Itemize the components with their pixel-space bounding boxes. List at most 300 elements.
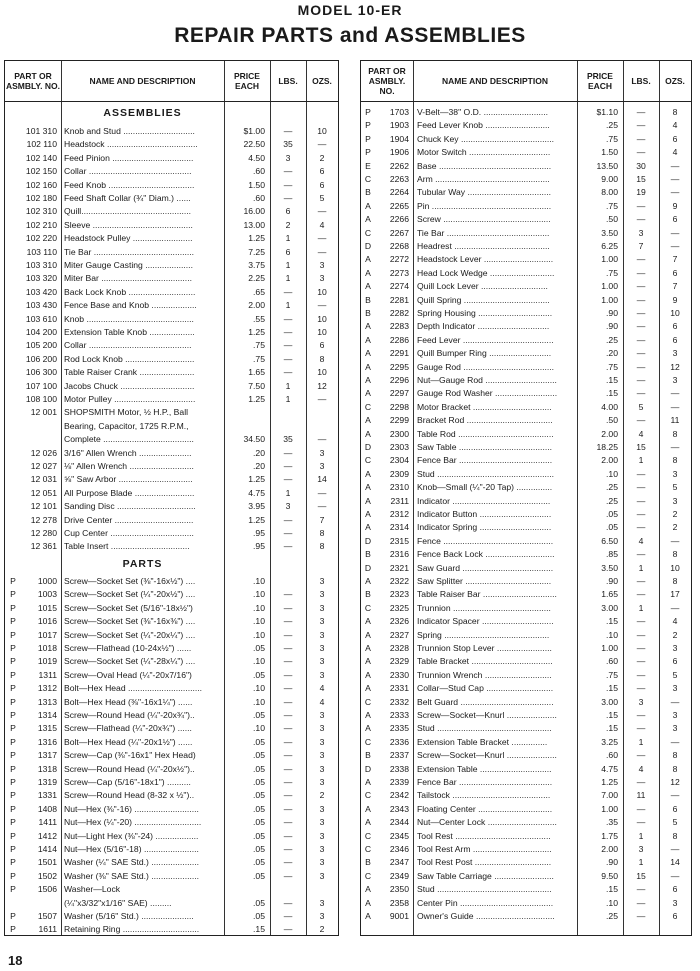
table-row [5,883,338,896]
part-ozs: 8 [672,549,678,560]
part-ozs: 6 [672,656,678,667]
part-number: 2312 [389,509,409,519]
part-number: 1312 [37,683,57,694]
table-row [5,722,338,735]
part-number: 1319 [37,777,57,787]
part-price: .05 [253,817,265,828]
part-number: 12 027 [30,461,57,471]
part-ozs: 2 [672,629,678,640]
part-price: 2.00 [601,428,618,439]
part-number: 2325 [389,602,409,613]
part-ozs: 12 [670,777,680,787]
part-price: 1.50 [248,179,265,190]
part-ozs: 3 [672,683,678,694]
part-name: Miter Gauge Casting .................... [64,260,193,270]
part-price: .10 [253,629,265,640]
part-name: Headrest ........................................ [417,241,550,251]
part-ozs: 10 [317,367,327,378]
part-price: .10 [253,589,265,600]
part-lbs: 4 [638,763,644,774]
part-prefix: B [365,549,371,560]
part-lbs: — [283,870,293,881]
table-row [5,500,338,513]
part-lbs: — [636,777,646,787]
part-lbs: 1 [638,857,644,868]
table-row [361,495,691,508]
part-number: 12 280 [30,528,57,538]
col-ozs-header: OZS. [665,76,685,86]
part-prefix: A [365,509,371,519]
part-ozs: 4 [319,696,325,707]
part-number: 2358 [389,897,409,908]
part-price: .10 [606,468,618,479]
part-name: Feed Shaft Collar (¾" Diam.) ...... [64,193,191,203]
col-part-header: PART OR ASMBLY. NO. [368,66,406,96]
part-prefix: A [365,321,371,332]
part-name: Tubular Way ................................... [417,187,552,198]
part-ozs: 8 [672,830,678,841]
part-lbs: 19 [636,187,646,198]
part-prefix: D [364,241,372,251]
part-lbs: 3 [638,844,644,854]
part-number: 2326 [389,616,409,627]
part-prefix: A [365,656,371,667]
table-row [5,366,338,379]
part-lbs: — [283,643,293,653]
part-name: Jacobs Chuck ............................... [64,380,195,391]
part-ozs: — [317,139,327,150]
part-ozs: 8 [672,428,678,439]
table-row [361,696,691,709]
part-ozs: 3 [319,750,325,761]
part-lbs: — [283,844,293,854]
part-number: 102 150 [25,166,57,177]
part-ozs: — [317,206,327,217]
part-number: 2321 [389,562,409,573]
part-prefix: D [364,562,372,573]
part-prefix: A [365,415,371,426]
table-row [5,487,338,500]
part-prefix: P [10,656,16,667]
part-name: Table Insert ................................. [64,541,190,552]
part-number: 103 610 [25,313,57,324]
part-ozs: 2 [672,522,678,533]
col-ozs-header: OZS. [312,76,332,86]
col-price-header: PRICE EACH [234,71,260,91]
part-ozs: 3 [319,629,325,640]
part-price: .05 [253,736,265,747]
part-prefix: A [365,214,371,225]
part-number: 1017 [37,629,57,640]
part-price: .60 [253,166,265,177]
part-prefix: P [10,629,16,640]
part-ozs: 2 [319,924,325,935]
right-parts-table [360,60,692,936]
part-lbs: 5 [638,401,644,412]
part-price: .75 [606,361,618,372]
col-price-header: PRICE EACH [587,71,613,91]
table-row [361,374,691,387]
part-price: .65 [253,286,265,297]
part-number: 2281 [389,294,409,305]
part-number: 2304 [389,455,409,466]
part-price: 7.50 [248,380,265,391]
part-number: 2300 [389,428,409,439]
table-row [361,910,691,923]
part-number: 108 100 [25,394,57,404]
part-price: 3.00 [601,602,618,613]
part-prefix: P [10,817,16,828]
table-row [5,830,338,843]
part-number: 2286 [389,334,409,345]
part-number: 1003 [37,589,57,600]
part-number: 2297 [389,388,409,399]
part-name: Washer (⅜" SAE Std.) .................... [64,870,200,881]
part-price: 3.75 [248,260,265,270]
part-name: Knob—Small (¼"-20 Tap) ............... [417,482,553,493]
part-name: Fence Bar ....................................... [417,777,553,787]
part-ozs: 6 [319,166,325,177]
part-lbs: — [636,107,646,117]
part-name: Tie Bar .......................................... [64,246,195,257]
part-name: All Purpose Blade ......................... [64,487,195,498]
part-name: Floating Center ............................... [417,803,553,814]
part-lbs: — [283,602,293,613]
part-lbs: — [636,589,646,600]
part-lbs: — [636,549,646,560]
table-row [5,299,338,312]
part-ozs: — [670,535,680,546]
part-name: Screw—Round Head (¼"-20x½").. [64,763,195,774]
part-name: Screw—Oval Head (¼"-20x7/16") [64,669,192,680]
part-price: 4.00 [601,401,618,412]
part-lbs: 30 [636,160,646,171]
part-number: 2337 [389,750,409,761]
part-lbs: — [283,193,293,203]
part-price: .05 [606,522,618,533]
part-price: .10 [253,616,265,627]
part-name: Screw—Socket Set (5/16"-18x½") [64,602,193,613]
part-ozs: 3 [319,656,325,667]
part-number: 1331 [37,790,57,801]
part-name: Feed Lever ...................................... [417,334,554,345]
part-lbs: — [283,340,293,351]
part-name: Washer (¼" SAE Std.) .................... [64,857,200,868]
part-name: Screw—Socket Set (⅜"-16x⅜") .... [64,616,196,627]
part-price: 1.00 [601,294,618,305]
part-price: .90 [606,308,618,318]
part-number: 103 430 [25,300,57,311]
part-price: 16.00 [243,206,265,217]
part-lbs: — [636,281,646,292]
part-number: 2335 [389,723,409,734]
part-price: .10 [606,629,618,640]
part-lbs: — [283,669,293,680]
part-name: Washer (5/16" Std.) ...................... [64,911,194,921]
part-prefix: B [365,750,371,761]
part-name: Spring ............................................ [417,629,550,640]
part-lbs: — [283,589,293,600]
part-number: 101 310 [25,126,57,136]
table-row [361,803,691,816]
part-name: Rod Lock Knob ............................. [64,353,195,364]
part-prefix: A [365,495,371,506]
part-number: 2267 [389,227,409,238]
table-row [5,642,338,655]
part-number: 1016 [37,616,57,627]
part-ozs: 3 [319,844,325,854]
part-name: Gauge Rod Washer .......................... [417,388,558,399]
part-name: Saw Splitter .................................... [417,576,552,586]
part-prefix: D [364,535,372,546]
table-row [361,843,691,856]
part-name: Nut—Hex (5/16"-18) ....................... [64,844,199,854]
part-number: 103 320 [25,273,57,284]
table-row [5,736,338,749]
part-prefix: P [10,643,16,653]
part-number: 2328 [389,643,409,653]
part-lbs: — [636,254,646,265]
part-number: 103 310 [25,260,57,270]
table-row [361,334,691,347]
part-ozs: 3 [319,260,325,270]
part-name: Screw—Socket—Knurl ..................... [417,710,557,720]
page-title: REPAIR PARTS and ASSEMBLIES [174,24,526,47]
part-name: Miter Bar ...................................... [64,273,192,284]
part-price: .25 [606,482,618,493]
table-row [5,313,338,326]
part-lbs: — [636,133,646,144]
part-lbs: — [636,576,646,586]
table-row [5,125,338,138]
part-lbs: — [636,388,646,399]
part-number: 104 200 [25,327,57,337]
part-price: 13.50 [596,160,618,171]
part-number: 2310 [389,482,409,493]
part-prefix: P [10,803,16,814]
part-lbs: 35 [283,139,293,150]
part-name: Quill Lock Lever ............................ [417,281,548,292]
part-ozs: 2 [319,790,325,801]
part-lbs: — [283,817,293,828]
part-prefix: C [364,736,372,747]
table-row [361,789,691,802]
part-ozs: 10 [317,286,327,297]
part-ozs: — [670,187,680,198]
part-lbs: — [636,348,646,359]
part-ozs: — [670,790,680,801]
part-lbs: 15 [636,870,646,881]
part-number: 2346 [389,844,409,854]
part-prefix: P [10,763,16,774]
part-name: Indicator ......................................... [417,495,551,506]
part-prefix: A [365,388,371,399]
part-prefix: P [10,830,16,841]
parts-heading: PARTS [122,558,163,570]
part-name: Stud ................................................ [417,723,552,734]
part-number: 1316 [37,736,57,747]
part-ozs: 9 [672,294,678,305]
part-price: 2.00 [601,844,618,854]
part-name: Screw—Socket Set (⅜"-16x½") .... [64,576,196,586]
part-ozs: 3 [319,736,325,747]
part-lbs: — [283,447,293,458]
part-lbs: — [636,415,646,426]
part-lbs: — [636,897,646,908]
part-price: .05 [253,669,265,680]
part-lbs: — [283,710,293,720]
part-number: 106 300 [25,367,57,378]
part-ozs: 3 [319,723,325,734]
part-ozs: 3 [672,643,678,653]
part-price: .50 [606,214,618,225]
part-name: Indicator Spring .............................. [417,522,552,533]
part-lbs: — [636,803,646,814]
part-price: 1.00 [601,803,618,814]
part-number: 2314 [389,522,409,533]
part-ozs: 6 [672,911,678,921]
part-lbs: 35 [283,434,293,445]
table-row [361,629,691,642]
part-price: .75 [606,669,618,680]
part-name: V-Belt—38" O.D. ........................... [417,107,549,117]
part-prefix: P [10,723,16,734]
part-price: .05 [253,777,265,787]
part-price: 3.50 [601,227,618,238]
part-price: 1.00 [601,281,618,292]
part-ozs: — [317,394,327,404]
part-price: 3.95 [248,501,265,512]
part-prefix: C [364,227,372,238]
part-number: 2272 [389,254,409,265]
table-row [361,280,691,293]
part-lbs: 1 [285,394,291,404]
part-number: 103 110 [26,246,57,257]
part-name: SHOPSMITH Motor, ½ H.P., Ball [64,407,189,418]
part-number: 1408 [37,803,57,814]
part-number: 102 140 [25,152,57,163]
part-prefix: B [365,294,371,305]
part-prefix: A [365,777,371,787]
part-name: Complete ...................................... [64,434,194,445]
part-name: Pin .................................................. [417,200,552,211]
part-prefix: B [365,187,371,198]
part-name: Headstock ...................................... [64,139,198,150]
part-prefix: A [365,817,371,828]
part-prefix: A [365,710,371,720]
table-row [5,259,338,272]
part-prefix: A [365,683,371,694]
part-lbs: 3 [285,501,291,512]
part-name: Tailstock ......................................... [417,790,551,801]
table-row [361,655,691,668]
table-row [5,615,338,628]
part-number: 12 001 [30,407,57,418]
part-price: .20 [253,461,265,471]
part-number: 1414 [37,844,57,854]
part-lbs: 11 [636,790,646,801]
part-ozs: 10 [317,327,327,337]
part-lbs: — [636,294,646,305]
part-lbs: 6 [285,206,291,217]
left-parts-table [4,60,339,936]
part-number: 2298 [389,401,409,412]
part-number: 107 100 [25,380,57,391]
col-lbs-header: LBS. [278,76,298,86]
table-row [361,173,691,186]
part-lbs: — [283,541,293,552]
part-name: Tool Rest ........................................ [417,830,551,841]
part-prefix: P [10,616,16,627]
part-number: 2322 [389,576,409,586]
part-prefix: P [365,147,371,158]
part-number: 1703 [389,107,409,117]
part-prefix: A [365,375,371,385]
part-name: Table Rod ........................................ [417,428,554,439]
table-row [5,816,338,829]
table-row [361,736,691,749]
part-number: 2333 [389,710,409,720]
table-row [5,246,338,259]
part-number: 12 278 [30,514,57,525]
part-lbs: 1 [638,562,644,573]
part-name: Tie Bar ........................................... [417,227,550,238]
part-price: .75 [253,340,265,351]
part-prefix: P [10,696,16,707]
part-name: Quill Bumper Ring .......................... [417,348,552,359]
part-ozs: 6 [672,133,678,144]
table-row [5,406,338,419]
part-price: .20 [606,348,618,359]
part-prefix: A [365,576,371,586]
part-number: 1412 [37,830,57,841]
part-price: .05 [253,911,265,921]
part-name: Screw ............................................. [417,214,551,225]
table-row [5,433,338,446]
table-row [5,870,338,883]
part-ozs: 6 [672,884,678,895]
part-lbs: — [283,629,293,640]
part-number: 103 420 [25,286,57,297]
table-row [361,468,691,481]
table-row [5,514,338,527]
part-name: Collar—Stud Cap ............................ [417,683,554,694]
part-name: Spring Housing ............................... [417,308,553,318]
part-prefix: P [10,683,16,694]
table-row [5,286,338,299]
page-number: 18 [8,953,23,968]
part-number: 2309 [389,468,409,479]
part-name: Screw—Round Head (¼"-20x¾").. [64,710,195,720]
part-number: 2303 [389,442,409,452]
table-row [361,200,691,213]
part-prefix: A [365,334,371,345]
part-ozs: 6 [672,334,678,345]
part-price: 7.25 [248,246,265,257]
part-number: 2268 [389,241,409,251]
part-ozs: 4 [672,120,678,131]
part-price: .10 [253,656,265,667]
table-row [5,749,338,762]
part-name: Nut—Hex (⅜"-16) ........................... [64,803,199,814]
part-lbs: — [283,313,293,324]
part-prefix: A [365,522,371,533]
part-number: 2296 [389,375,409,385]
part-ozs: 3 [319,461,325,471]
part-prefix: P [10,602,16,613]
part-price: 1.65 [248,367,265,378]
table-row [361,816,691,829]
